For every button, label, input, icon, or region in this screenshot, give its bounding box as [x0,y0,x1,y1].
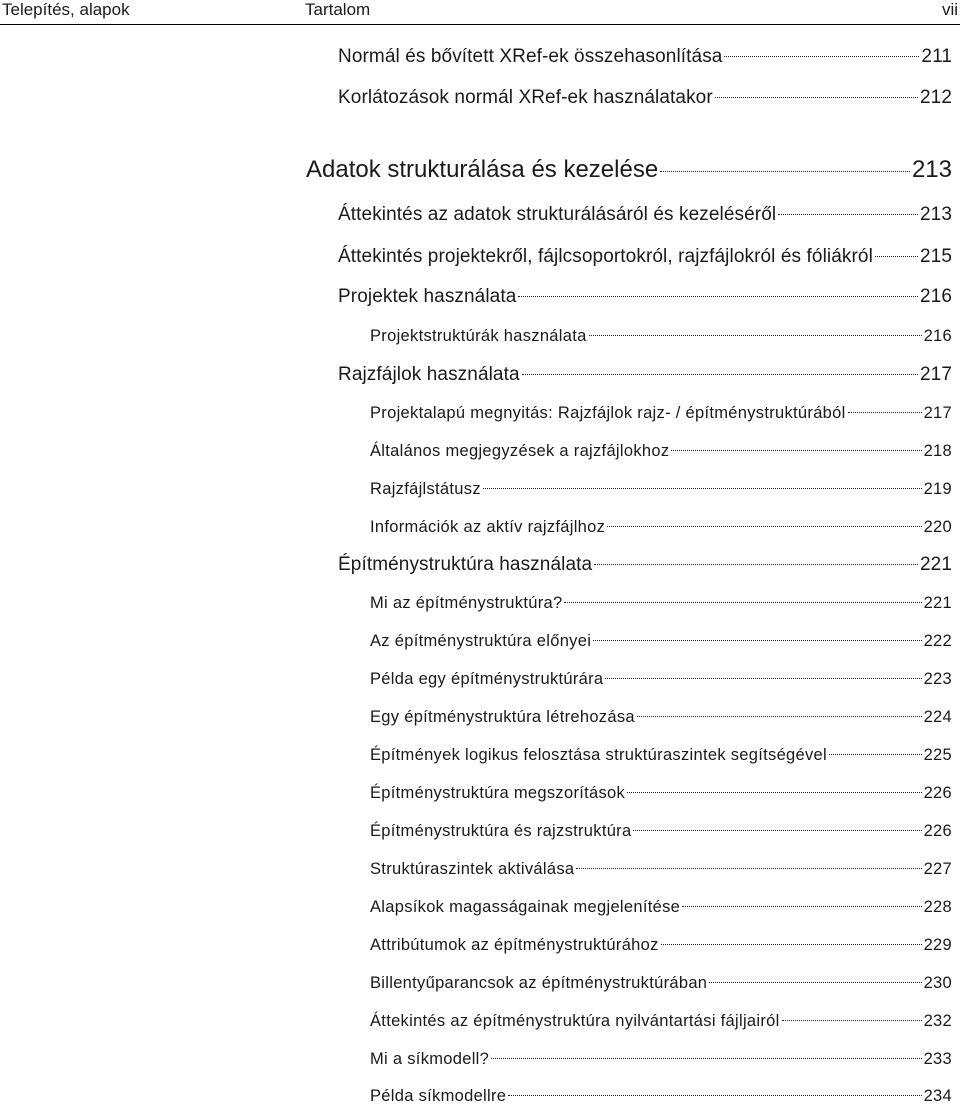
toc-subentry[interactable] [370,822,952,841]
toc-subentry-title: Áttekintés az építménystruktúra nyilvántartási fájljairól [370,1012,780,1030]
toc-entry[interactable] [338,204,952,226]
toc-subentry-page: 221 [923,594,952,612]
toc-subentry[interactable] [370,480,952,499]
toc-subentry[interactable] [370,784,952,803]
dot-leader [671,450,921,451]
toc-subentry[interactable] [370,1050,952,1069]
dot-leader [724,56,919,57]
toc-subentry[interactable] [370,898,952,917]
toc-chapter-page: 213 [911,156,952,183]
toc-subentry-title: Projektalapú megnyitás: Rajzfájlok rajz- / építménystruktúrából [370,404,846,422]
dot-leader [778,214,918,215]
dot-leader [607,526,921,527]
toc-entry-title: Normál és bővített XRef-ek összehasonlítása [338,46,723,67]
toc-subentry-title: Építménystruktúra és rajzstruktúra [370,822,632,840]
toc-entry[interactable] [338,46,952,68]
toc-entry-title: Áttekintés az adatok strukturálásáról és kezeléséről [338,204,777,225]
dot-leader [829,754,922,755]
toc-entry-page: 211 [921,46,952,67]
toc-subentry-page: 222 [923,632,952,650]
toc-subentry-title: Billentyűparancsok az építménystruktúrában [370,974,708,992]
dot-leader [633,830,921,831]
toc-entry-page: 221 [919,554,952,575]
dot-leader [518,296,918,297]
toc-subentry-title: Általános megjegyzések a rajzfájlokhoz [370,442,670,460]
toc-subentry-page: 223 [923,670,952,688]
toc-subentry-page: 234 [923,1087,952,1105]
toc-entry[interactable] [338,87,952,109]
toc-subentry[interactable] [370,442,952,461]
toc-subentry-page: 216 [923,327,952,345]
toc-subentry[interactable] [370,860,952,879]
toc-entry-title: Építménystruktúra használata [338,554,593,575]
toc-subentry-page: 218 [923,442,952,460]
dot-leader [522,374,918,375]
toc-entry-page: 213 [919,204,952,225]
dot-leader [483,488,922,489]
dot-leader [594,564,918,565]
toc-chapter-entry[interactable] [306,156,952,184]
toc-subentry[interactable] [370,404,952,423]
dot-leader [576,868,921,869]
toc-subentry-page: 228 [923,898,952,916]
dot-leader [782,1020,922,1021]
dot-leader [627,792,922,793]
toc-subentry-title: Példa síkmodellre [370,1087,507,1105]
dot-leader [508,1095,921,1096]
toc-subentry[interactable] [370,518,952,537]
toc-subentry[interactable] [370,327,952,346]
toc-entry[interactable] [338,286,952,308]
toc-subentry-page: 230 [923,974,952,992]
toc-subentry-page: 229 [923,936,952,954]
toc-subentry-page: 226 [923,822,952,840]
toc-subentry[interactable] [370,746,952,765]
toc-entry-page: 215 [919,246,952,267]
toc-entry-title: Rajzfájlok használata [338,364,520,385]
dot-leader [875,256,918,257]
toc-subentry[interactable] [370,632,952,651]
toc-entry-page: 212 [919,87,952,108]
toc-subentry[interactable] [370,1012,952,1031]
toc-subentry-title: Mi az építménystruktúra? [370,594,563,612]
toc-subentry-page: 225 [923,746,952,764]
dot-leader [593,640,921,641]
toc-subentry-page: 226 [923,784,952,802]
dot-leader [848,412,922,413]
toc-subentry-title: Projektstruktúrák használata [370,327,587,345]
toc-entry-title: Áttekintés projektekről, fájlcsoportokról, rajzfájlokról és fóliákról [338,246,873,267]
toc-subentry-page: 220 [923,518,952,536]
toc-subentry[interactable] [370,594,952,613]
header-chapter-title: Tartalom [305,0,371,19]
toc-subentry-title: Mi a síkmodell? [370,1050,490,1068]
toc-entry[interactable] [338,246,952,268]
toc-subentry[interactable] [370,708,952,727]
toc-subentry-page: 233 [923,1050,952,1068]
toc-subentry-page: 217 [923,404,952,422]
toc-entry[interactable] [338,554,952,576]
dot-leader [605,678,921,679]
toc-entry-page: 216 [919,286,952,307]
header-section-title: Telepítés, alapok [2,0,130,19]
toc-subentry-title: Példa egy építménystruktúrára [370,670,604,688]
toc-subentry-title: Építmények logikus felosztása struktúraszintek segítségével [370,746,827,764]
dot-leader [589,335,922,336]
toc-subentry-title: Építménystruktúra megszorítások [370,784,626,802]
toc-subentry-page: 227 [923,860,952,878]
dot-leader [661,944,922,945]
toc-subentry-title: Struktúraszintek aktiválása [370,860,575,878]
toc-subentry-title: Rajzfájlstátusz [370,480,481,498]
dot-leader [682,906,921,907]
toc-entry-title: Projektek használata [338,286,517,307]
dot-leader [660,171,910,172]
toc-subentry-title: Egy építménystruktúra létrehozása [370,708,635,726]
toc-subentry[interactable] [370,974,952,993]
toc-subentry-title: Az építménystruktúra előnyei [370,632,592,650]
toc-chapter-title: Adatok strukturálása és kezelése [306,156,659,183]
toc-subentry[interactable] [370,936,952,955]
toc-subentry-title: Információk az aktív rajzfájlhoz [370,518,606,536]
toc-subentry-page: 224 [923,708,952,726]
dot-leader [564,602,921,603]
toc-subentry-page: 232 [923,1012,952,1030]
toc-entry[interactable] [338,364,952,386]
toc-entry-page: 217 [919,364,952,385]
toc-subentry[interactable] [370,670,952,689]
toc-subentry-title: Alapsíkok magasságainak megjelenítése [370,898,681,916]
dot-leader [715,97,918,98]
toc-subentry[interactable] [370,1087,952,1106]
toc-subentry-title: Attribútumok az építménystruktúrához [370,936,659,954]
toc-entry-title: Korlátozások normál XRef-ek használatakor [338,87,713,108]
dot-leader [637,716,922,717]
toc-subentry-page: 219 [923,480,952,498]
dot-leader [709,982,921,983]
dot-leader [491,1058,921,1059]
running-header [0,0,960,25]
header-page-number: vii [941,0,958,19]
